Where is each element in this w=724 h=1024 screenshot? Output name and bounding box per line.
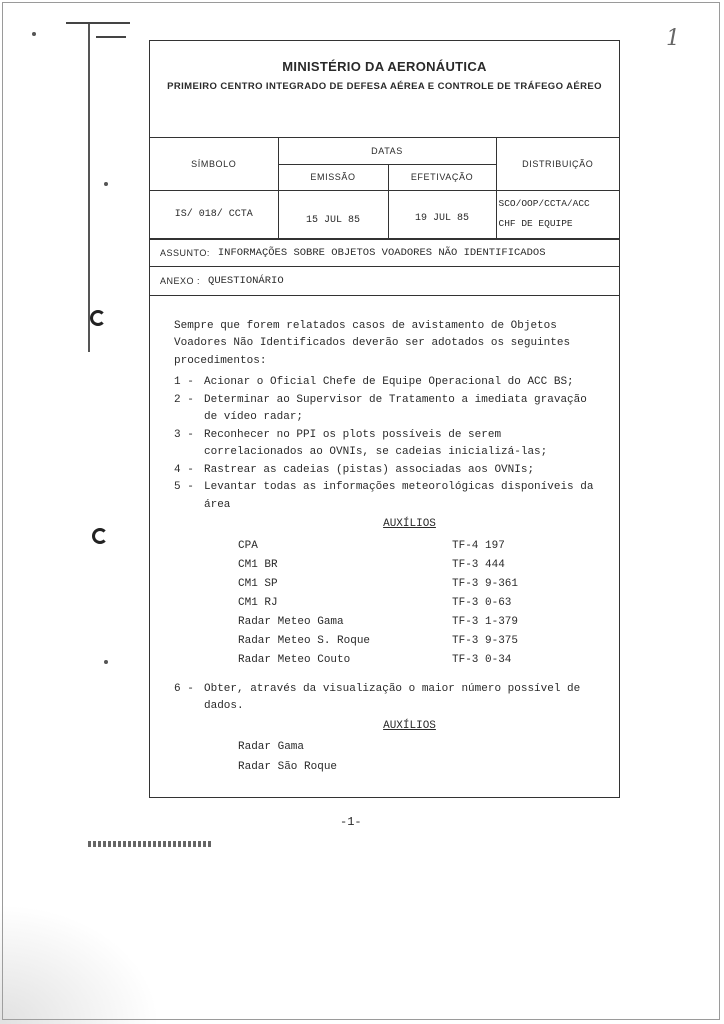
procedure-text: Acionar o Oficial Chefe de Equipe Operacional do ACC BS; bbox=[204, 376, 574, 388]
dates-label: DATAS bbox=[278, 138, 496, 164]
issue-label: EMISSÃO bbox=[278, 164, 388, 190]
auxiliary-row bbox=[238, 538, 605, 557]
center-name: PRIMEIRO CENTRO INTEGRADO DE DEFESA AÉREA E CONTROLE DE TRÁFEGO AÉREO bbox=[167, 81, 602, 92]
symbol-value: IS/ 018/ CCTA bbox=[150, 190, 278, 238]
procedure-number: 2 - bbox=[174, 393, 194, 406]
distribution-value bbox=[496, 190, 619, 238]
binder-margin-line bbox=[88, 22, 90, 352]
procedure-item bbox=[174, 681, 605, 716]
auxiliary-name: Radar Meteo Gama bbox=[238, 615, 344, 628]
auxiliary-row bbox=[238, 557, 605, 576]
annex-label: ANEXO : bbox=[160, 275, 201, 286]
procedure-text: Determinar ao Supervisor de Tratamento a imediata gravação de vídeo radar; bbox=[204, 393, 587, 423]
auxiliary-phone: TF-3 1-379 bbox=[452, 615, 519, 628]
auxiliary-name: Radar Meteo S. Roque bbox=[238, 634, 371, 647]
document-form bbox=[149, 40, 620, 798]
auxiliary-phone: TF-3 9-375 bbox=[452, 634, 519, 647]
auxiliary-row bbox=[238, 652, 605, 671]
subject-value: INFORMAÇÕES SOBRE OBJETOS VOADORES NÃO IDENTIFICADOS bbox=[217, 246, 546, 259]
document-header bbox=[150, 41, 619, 138]
auxiliary-name: CPA bbox=[238, 539, 258, 552]
auxiliary-name: CM1 RJ bbox=[238, 596, 278, 609]
issue-date-value: 15 JUL 85 bbox=[278, 190, 388, 238]
symbol-label: SÍMBOLO bbox=[150, 138, 278, 190]
radar-list bbox=[238, 739, 605, 779]
binder-tick bbox=[96, 36, 126, 38]
scan-speck bbox=[32, 32, 36, 36]
auxiliary-row bbox=[238, 576, 605, 595]
punch-hole-mark bbox=[90, 310, 106, 326]
subject-row bbox=[150, 239, 619, 267]
scan-speck bbox=[104, 182, 108, 186]
auxiliary-row bbox=[238, 633, 605, 652]
document-body bbox=[150, 296, 619, 780]
procedure-number: 1 - bbox=[174, 376, 194, 388]
scan-shadow bbox=[0, 904, 160, 1024]
handwritten-page-number: 1 bbox=[666, 26, 680, 51]
ministry-title: MINISTÉRIO DA AERONÁUTICA bbox=[282, 59, 487, 74]
procedure-number: 6 - bbox=[174, 682, 194, 695]
punch-hole-mark bbox=[92, 528, 108, 544]
distribution-line-1: SCO/OOP/CCTA/ACC bbox=[498, 198, 590, 209]
effective-date-value: 19 JUL 85 bbox=[388, 190, 496, 238]
footer-page-number: -1- bbox=[340, 815, 362, 829]
auxiliaries-heading-2: AUXÍLIOS bbox=[383, 719, 436, 732]
auxiliary-phone: TF-3 0-63 bbox=[452, 596, 512, 609]
auxiliary-phone: TF-3 9-361 bbox=[452, 577, 519, 590]
procedure-item bbox=[174, 427, 605, 462]
scan-artifact-scribble bbox=[88, 841, 213, 847]
binder-tick bbox=[66, 22, 130, 24]
auxiliary-name: CM1 SP bbox=[238, 577, 278, 590]
auxiliary-name: Radar Meteo Couto bbox=[238, 653, 351, 666]
radar-item: Radar Gama bbox=[238, 741, 305, 753]
procedure-item bbox=[174, 392, 605, 427]
intro-paragraph: Sempre que forem relatados casos de avistamento de Objetos Voadores Não Identificados deverão ser adotados os seguintes procedimentos: bbox=[174, 319, 571, 367]
document-metadata-table bbox=[150, 138, 619, 239]
procedure-number: 3 - bbox=[174, 428, 194, 441]
procedure-text: Rastrear as cadeias (pistas) associadas aos OVNIs; bbox=[204, 463, 535, 476]
procedure-item bbox=[174, 479, 605, 514]
auxiliary-name: CM1 BR bbox=[238, 558, 278, 571]
distribution-line-2: CHF DE EQUIPE bbox=[498, 218, 573, 229]
auxiliary-phone: TF-4 197 bbox=[452, 539, 505, 552]
radar-item: Radar São Roque bbox=[238, 761, 338, 773]
effective-label: EFETIVAÇÃO bbox=[388, 164, 496, 190]
auxiliaries-heading: AUXÍLIOS bbox=[383, 518, 436, 530]
auxiliary-row bbox=[238, 614, 605, 633]
procedure-text: Reconhecer no PPI os plots possíveis de serem correlacionados ao OVNIs, se cadeias inicializá-las; bbox=[204, 428, 548, 458]
auxiliaries-list bbox=[238, 538, 605, 671]
auxiliary-row bbox=[238, 595, 605, 614]
distribution-label: DISTRIBUIÇÃO bbox=[496, 138, 619, 190]
procedure-text: Obter, através da visualização o maior número possível de dados. bbox=[204, 682, 581, 712]
procedure-number: 5 - bbox=[174, 481, 194, 493]
subject-label: ASSUNTO: bbox=[160, 247, 210, 258]
procedure-item bbox=[174, 374, 605, 392]
annex-row bbox=[150, 267, 619, 296]
auxiliary-phone: TF-3 444 bbox=[452, 558, 505, 571]
auxiliary-phone: TF-3 0-34 bbox=[452, 653, 512, 666]
scan-speck bbox=[104, 660, 108, 664]
annex-value: QUESTIONÁRIO bbox=[208, 274, 284, 287]
procedure-number: 4 - bbox=[174, 463, 194, 476]
procedure-text: Levantar todas as informações meteorológicas disponíveis da área bbox=[204, 481, 594, 511]
procedure-item bbox=[174, 462, 605, 480]
